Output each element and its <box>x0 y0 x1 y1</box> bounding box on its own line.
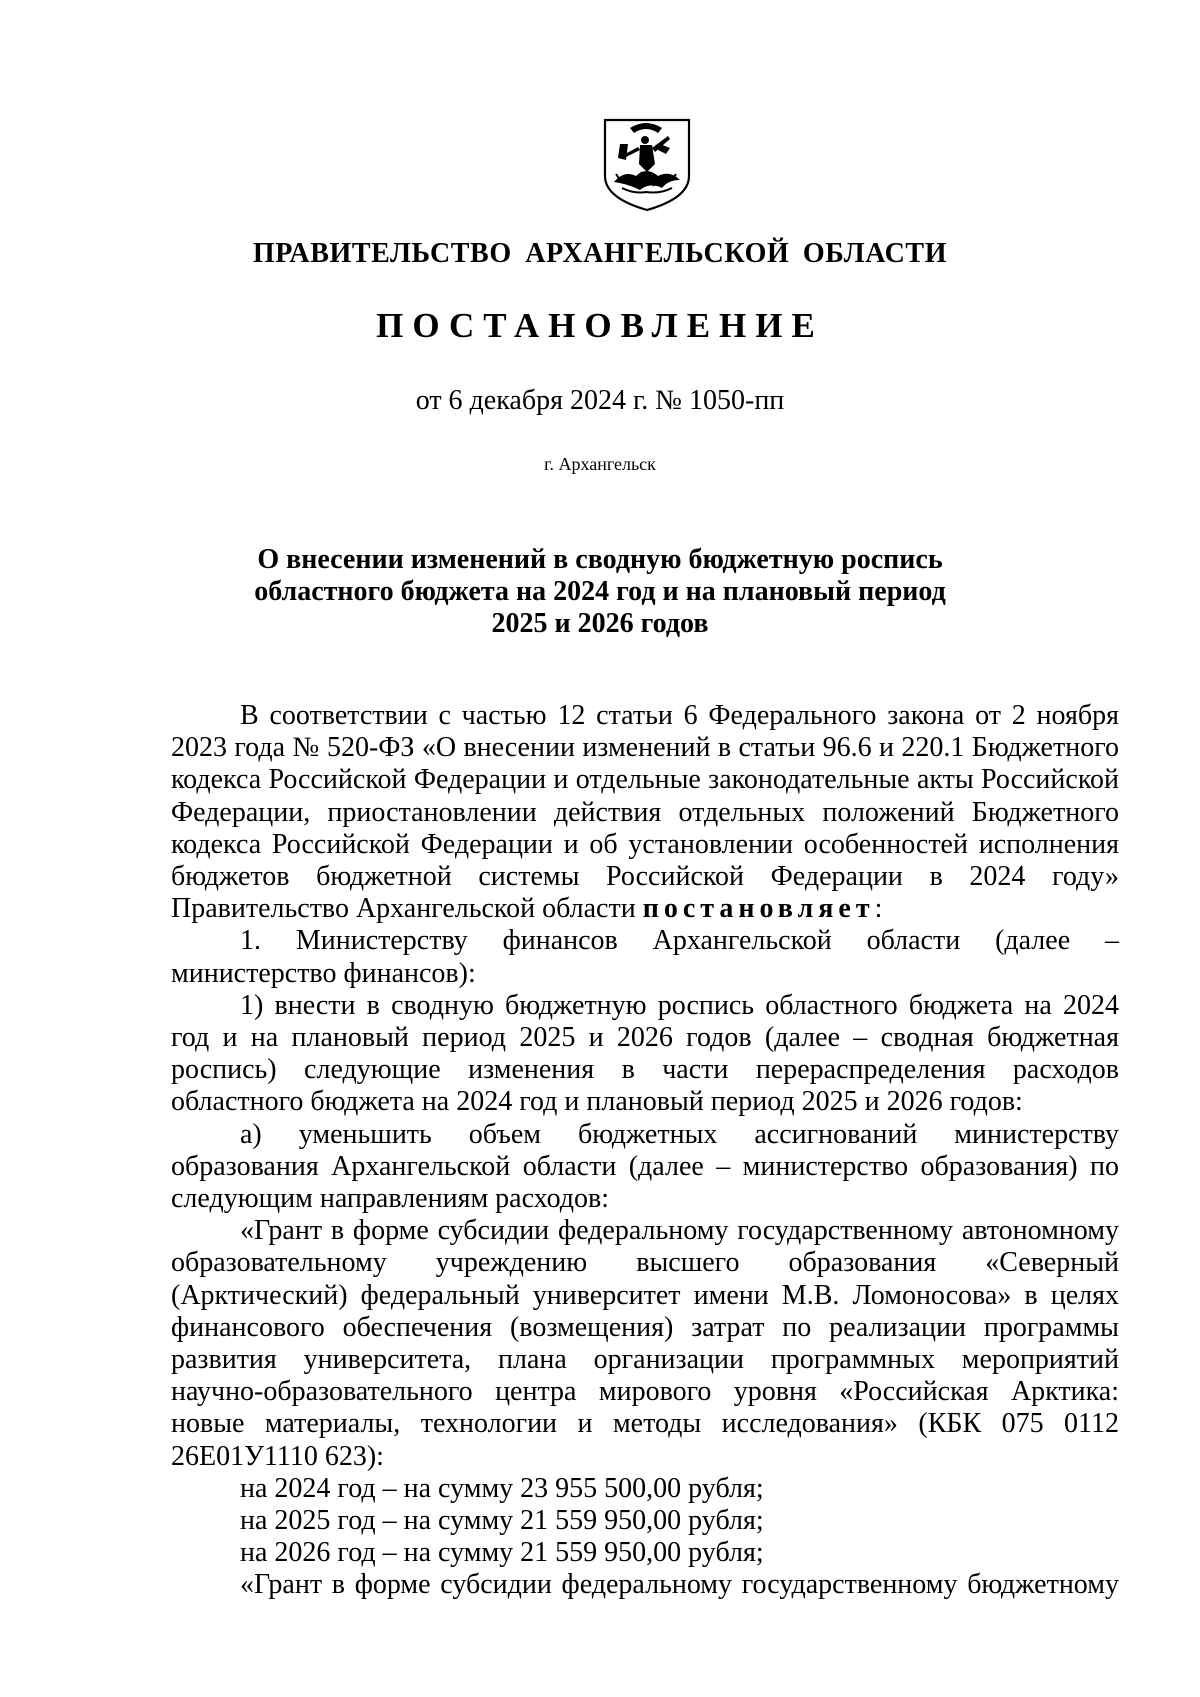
subject-line: 2025 и 2026 годов <box>491 608 709 639</box>
resolves-colon: : <box>874 893 883 925</box>
resolves-word: постановляет <box>642 893 875 925</box>
document-city: г. Архангельск <box>544 454 656 474</box>
document-body <box>171 700 1119 1602</box>
grant-paragraph: «Грант в форме субсидии федеральному государственному бюджетному <box>240 1569 1119 1601</box>
document-type: ПОСТАНОВЛЕНИЕ <box>376 306 824 345</box>
preamble-paragraph <box>171 700 1119 925</box>
clause-paragraph: 1) внести в сводную бюджетную роспись областного бюджета на 2024 год и на плановый период 2025 и 2026 годов (далее – сводная бюджетная роспись) следующие изменения в части перераспределения расходов областного бюджета на 2024 год и плановый период 2025 и 2026 годов: <box>171 989 1119 1118</box>
preamble-text: В соответствии с частью 12 статьи 6 Федерального закона от 2 ноября 2023 года № 520-ФЗ «О внесении изменений в статьи 96.6 и 220.1 Бюджетного кодекса Российской Федерации и отдельные законодательные акты Российской Федерации, приостановлении действия отдельных положений Бюджетного кодекса Российской Федерации и об установлении особенностей исполнения бюджетов бюджетной системы Российской Федерации в 2024 году» Правительство Архангельской области <box>171 700 1119 925</box>
subject-line: О внесении изменений в сводную бюджетную роспись <box>257 544 943 575</box>
amount-line: на 2025 год – на сумму 21 559 950,00 рубля; <box>240 1505 764 1537</box>
document-date-number: от 6 декабря 2024 г. № 1050-пп <box>415 385 785 416</box>
document-subject <box>230 544 970 640</box>
grant-paragraph: «Грант в форме субсидии федеральному государственному автономному образовательному учреждению высшего образования «Северный (Арктический) федеральный университет имени М.В. Ломоносова» в целях финансового обеспечения (возмещения) затрат по реализации программы развития университета, плана организации программных мероприятий научно-образовательного центра мирового уровня «Российская Арктика: новые материалы, технологии и методы исследования» (КБК 075 0112 26Е01У1110 623): <box>171 1215 1119 1472</box>
organization-name: ПРАВИТЕЛЬСТВО АРХАНГЕЛЬСКОЙ ОБЛАСТИ <box>252 238 948 269</box>
coat-of-arms-icon <box>600 114 694 214</box>
amount-line: на 2026 год – на сумму 21 559 950,00 рубля; <box>240 1537 764 1569</box>
clause-paragraph: 1. Министерству финансов Архангельской области (далее – министерство финансов): <box>171 925 1119 989</box>
amount-line: на 2024 год – на сумму 23 955 500,00 рубля; <box>240 1472 764 1504</box>
subject-line: областного бюджета на 2024 год и на плановый период <box>254 576 946 607</box>
clause-paragraph: а) уменьшить объем бюджетных ассигнований министерству образования Архангельской области (далее – министерство образования) по следующим направлениям расходов: <box>171 1118 1119 1215</box>
